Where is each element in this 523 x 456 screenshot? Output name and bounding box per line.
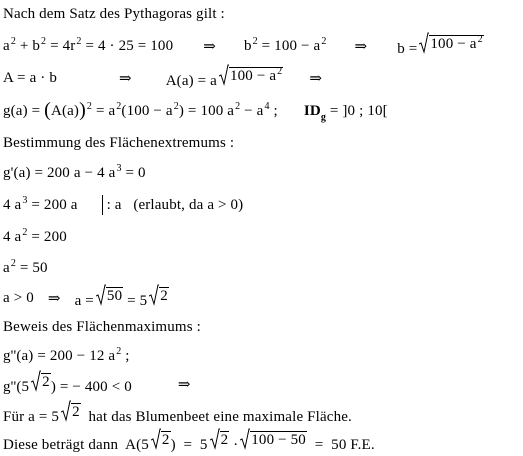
implies-arrow-icon: ⇒ xyxy=(47,290,61,307)
area-formula: A = a · b xyxy=(3,69,57,86)
second-derivative-line xyxy=(3,342,130,370)
first-derivative: g'(a) = 200 a − 4 $a^3 = 0$ xyxy=(3,162,146,181)
sqrt-symbol: 2 xyxy=(61,402,81,421)
step3-equation: $a^2 = 50$ xyxy=(3,257,48,276)
sqrt-symbol: 100 − 50 xyxy=(240,430,307,449)
sqrt-symbol: 2 xyxy=(149,286,169,305)
second-derivative: g''(a) = 200 − 12 $a^2$ ; xyxy=(3,345,130,364)
step1-line xyxy=(3,191,243,219)
conclusion-line xyxy=(3,400,352,428)
g-domain: $ID_g = ]0$ ; 10[ xyxy=(303,102,388,123)
extremum-heading: Bestimmung des Flächenextremums : xyxy=(3,134,235,151)
proof-heading: Beweis des Flächenmaximums : xyxy=(3,318,201,335)
area-in-a: A(a) = a $100 - a^2$ xyxy=(165,66,283,89)
sqrt-symbol: 50 xyxy=(96,286,123,305)
extremum-heading-line xyxy=(3,129,234,157)
g-definition: $g(a) = (A(a))^2 = a^2(100 - a^2) = 100$ $a^2 - a^4$ ; xyxy=(3,98,278,121)
solution-line xyxy=(3,284,169,312)
pythagoras-line xyxy=(3,32,484,60)
implies-arrow-icon: ⇒ xyxy=(118,70,132,87)
implies-arrow-icon: ⇒ xyxy=(354,38,368,55)
sqrt-symbol: 2 xyxy=(151,430,171,449)
conclusion-text: Für a = 5 2 hat das Blumenbeet eine maximale Fläche. xyxy=(3,402,352,426)
solution-condition: a > 0 xyxy=(3,289,34,306)
result-text: Diese beträgt dann A(5 2 ) = 5 2 · 100 − 50 = 50 F.E. xyxy=(3,430,375,454)
check-line xyxy=(3,370,191,398)
step3-line xyxy=(3,254,48,282)
second-derivative-check: g''(5 2 ) = − 400 < 0 xyxy=(3,372,132,396)
solution-result: a = 50 = 5 2 xyxy=(75,286,169,310)
divider-bar xyxy=(102,195,103,215)
result-line xyxy=(3,428,375,456)
implies-arrow-icon: ⇒ xyxy=(177,376,191,393)
pythagoras-eq2: $b^2 = 100 - a^2$ xyxy=(243,35,327,54)
area-line xyxy=(3,64,322,92)
intro-text: Nach dem Satz des Pythagoras gilt : xyxy=(3,5,225,22)
implies-arrow-icon: ⇒ xyxy=(309,70,323,87)
pythagoras-eq3: b = $100 - a^2$ xyxy=(397,34,483,57)
implies-arrow-icon: ⇒ xyxy=(203,38,216,55)
sqrt-symbol: $100 - a^2$ xyxy=(419,34,483,53)
step2-equation: 4 $a^2 = 200$ xyxy=(3,226,67,245)
g-function-line xyxy=(3,97,388,125)
sqrt-symbol: 2 xyxy=(31,372,51,391)
step1-equation: 4 $a^3 = 200$ a xyxy=(3,194,78,213)
pythagoras-eq1: $a^2 + b^2 = 4r^2 = 4 \cdot 25 = 100$ xyxy=(3,35,174,54)
proof-heading-line xyxy=(3,313,201,341)
step2-line xyxy=(3,223,67,251)
intro-line xyxy=(3,0,225,28)
sqrt-symbol: 2 xyxy=(210,430,230,449)
sqrt-symbol: $100 - a^2$ xyxy=(219,66,283,85)
step1-note: : a (erlaubt, da a > 0) xyxy=(106,196,244,213)
derivative-line xyxy=(3,159,146,187)
